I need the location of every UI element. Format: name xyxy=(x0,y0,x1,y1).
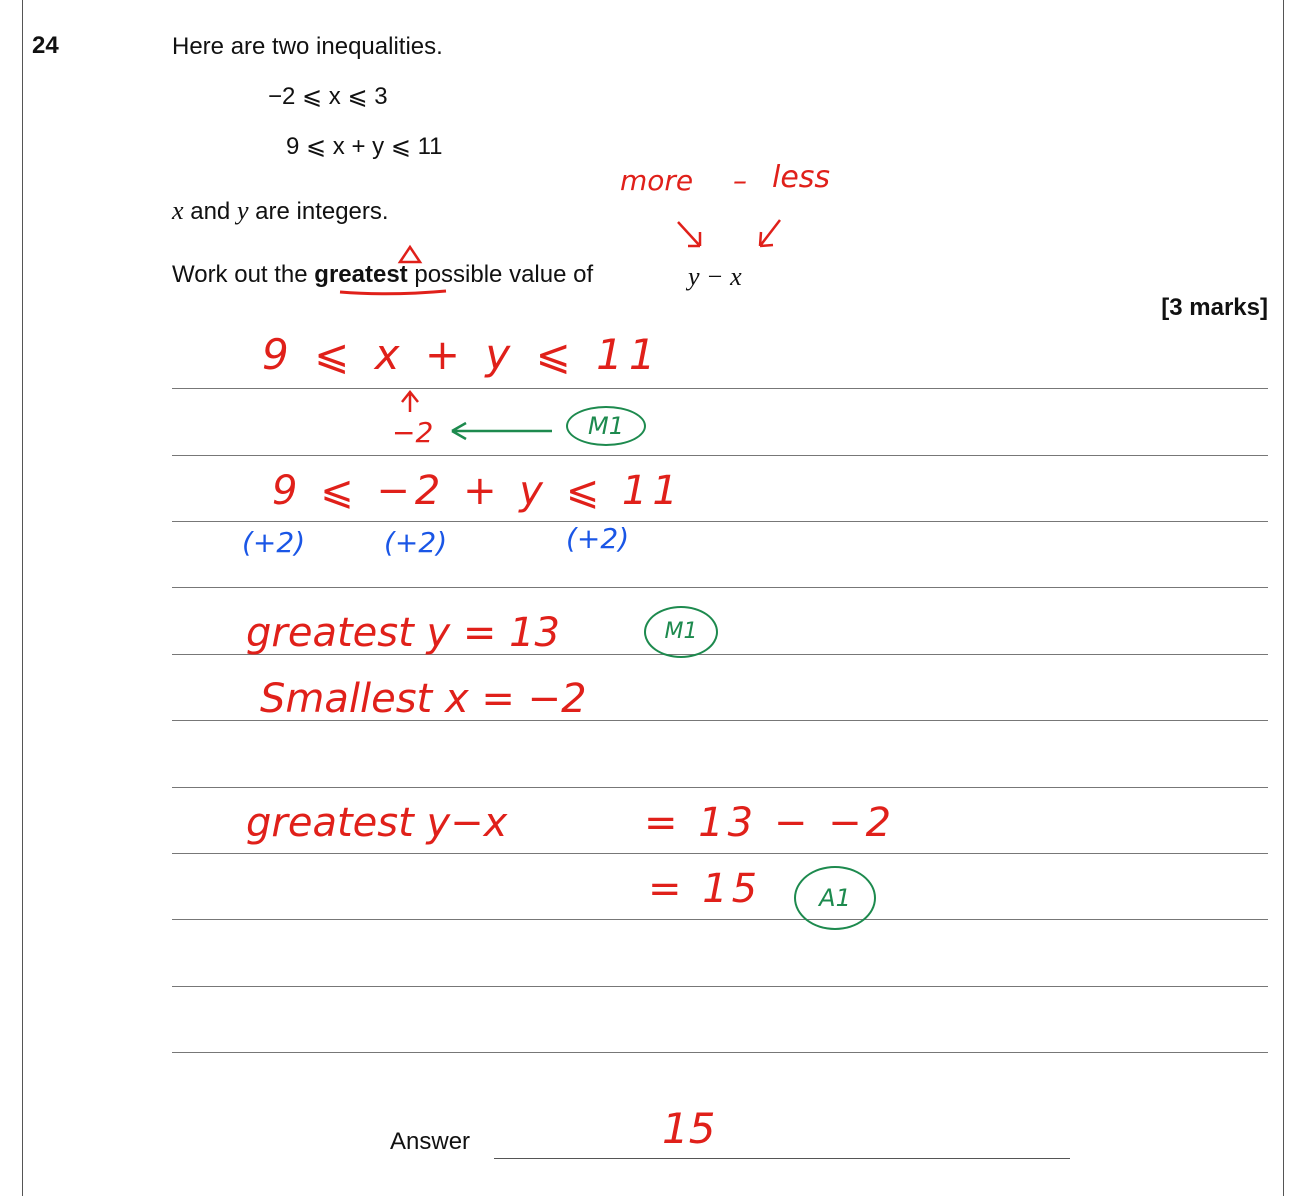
annotation-dash: – xyxy=(733,164,747,197)
plus-two-middle: (+2) xyxy=(384,526,448,559)
final-answer: 15 xyxy=(662,1104,716,1153)
question-intro: Here are two inequalities. xyxy=(172,33,443,60)
arrow-more xyxy=(678,222,700,246)
variable-y: y xyxy=(236,196,249,225)
arrow-less xyxy=(760,220,780,246)
annotation-less: less xyxy=(772,160,831,195)
equation-line-2: = 15 xyxy=(648,866,762,912)
smallest-x-line: Smallest x = −2 xyxy=(260,676,587,722)
annotation-more: more xyxy=(620,164,694,197)
variable-x: x xyxy=(172,196,184,225)
expression-y-minus-x: y − x xyxy=(688,262,742,291)
instruction-prefix: Work out the xyxy=(172,261,315,288)
green-arrow xyxy=(452,423,552,439)
marks-label: [3 marks] xyxy=(1161,294,1268,321)
inequality-1: −2 ⩽ x ⩽ 3 xyxy=(268,83,388,110)
underline-greatest xyxy=(340,291,446,294)
integers-text: are integers. xyxy=(248,198,389,225)
greatest-y-minus-x: greatest y−x xyxy=(246,800,508,846)
instruction-suffix: possible value of xyxy=(407,261,594,288)
inequality-2: 9 ⩽ x + y ⩽ 11 xyxy=(286,133,443,160)
arrow-up xyxy=(402,392,418,412)
equation-line-1: = 13 − −2 xyxy=(644,800,896,846)
triangle-mark xyxy=(400,247,420,262)
plus-two-left: (+2) xyxy=(242,526,306,559)
question-number: 24 xyxy=(32,32,59,59)
mark-m1-second: M1 xyxy=(644,606,718,658)
answer-label: Answer xyxy=(390,1128,471,1155)
greatest-y-line: greatest y = 13 xyxy=(246,610,561,656)
plus-two-right: (+2) xyxy=(566,522,630,555)
instruction-bold-word: greatest xyxy=(314,261,408,288)
mark-a1: A1 xyxy=(794,866,876,930)
and-text: and xyxy=(183,198,237,225)
substitute-value: −2 xyxy=(392,416,434,449)
mark-m1-first: M1 xyxy=(566,406,646,446)
working-line-1: 9 ⩽ x + y ⩽ 11 xyxy=(262,330,662,379)
working-line-2: 9 ⩽ −2 + y ⩽ 11 xyxy=(272,468,683,514)
